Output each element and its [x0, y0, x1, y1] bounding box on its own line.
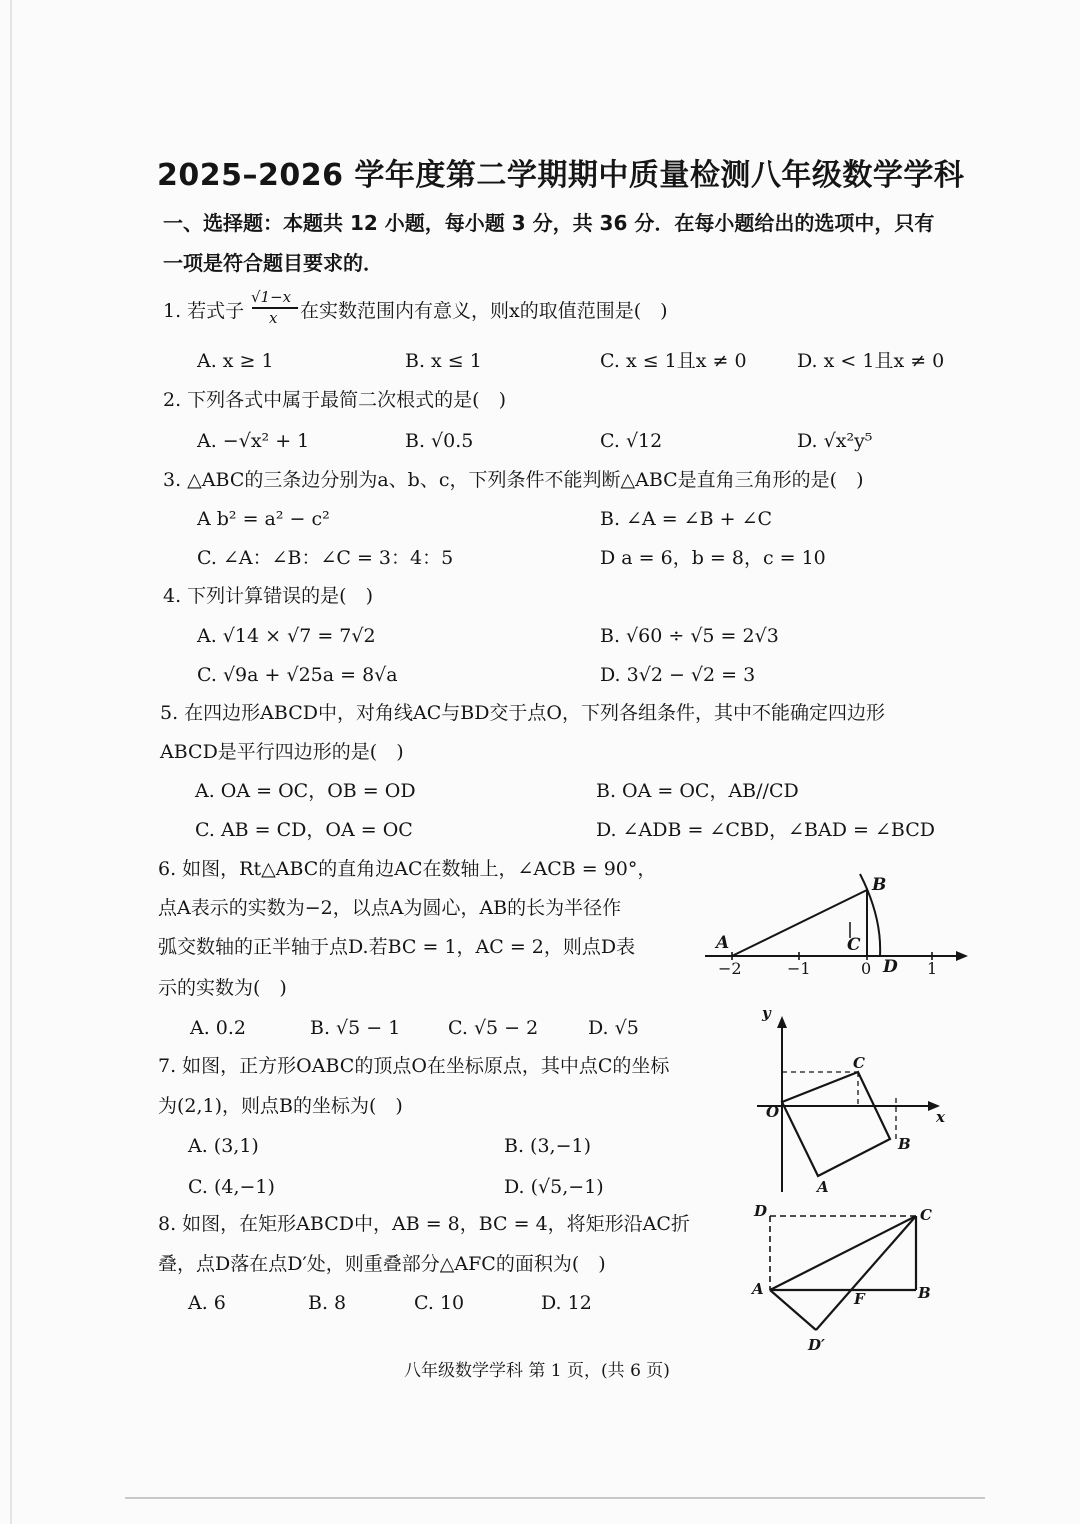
q8-figure [748, 1198, 948, 1356]
q7-label-o: O [766, 1103, 780, 1121]
q3-option-c: C. ∠A：∠B：∠C = 3：4：5 [197, 547, 454, 569]
q5-stem-line1: 5. 在四边形ABCD中，对角线AC与BD交于点O，下列各组条件，其中不能确定四边形 [160, 702, 886, 724]
q8-diagonal-ac [770, 1216, 916, 1290]
q4-option-c: C. √9a + √25a = 8√a [197, 664, 398, 686]
q3-option-a: A b² = a² − c² [197, 508, 330, 530]
q7-option-b: B. (3,−1) [504, 1135, 592, 1157]
q4-option-a: A. √14 × √7 = 7√2 [197, 625, 376, 647]
q8-stem-line1: 8. 如图，在矩形ABCD中，AB = 8，BC = 4，将矩形沿AC折 [158, 1213, 690, 1235]
q7-label-a: A [817, 1178, 829, 1196]
q6-label-d: D [883, 957, 898, 977]
q2-stem: 2. 下列各式中属于最简二次根式的是( ) [163, 389, 506, 411]
q4-option-b: B. √60 ÷ √5 = 2√3 [600, 625, 779, 647]
q4-option-d: D. 3√2 − √2 = 3 [600, 664, 756, 686]
q6-figure [700, 862, 975, 987]
q6-tick-label-neg1: −1 [787, 959, 811, 978]
section-heading-line1: 一、选择题：本题共 12 小题，每小题 3 分，共 36 分．在每小题给出的选项中，只有 [163, 211, 935, 235]
q5-stem-line2: ABCD是平行四边形的是( ) [160, 741, 404, 763]
q8-option-c: C. 10 [414, 1292, 465, 1314]
q2-option-d: D. √x²y⁵ [797, 430, 873, 452]
q6-tick-label-neg2: −2 [718, 959, 742, 978]
exam-title: 2025–2026 学年度第二学期期中质量检测八年级数学学科 [157, 158, 965, 193]
q6-label-a: A [716, 933, 730, 953]
q1-option-d: D. x < 1且x ≠ 0 [797, 350, 945, 372]
q3-option-b: B. ∠A = ∠B + ∠C [600, 508, 773, 530]
q7-figure [752, 1002, 952, 1194]
q6-tick-label-0: 0 [861, 959, 872, 978]
q8-label-f: F [854, 1290, 865, 1308]
q1-stem-post: 在实数范围内有意义，则x的取值范围是( ) [300, 300, 668, 322]
q6-tick-label-1: 1 [927, 959, 938, 978]
q6-option-a: A. 0.2 [190, 1017, 247, 1039]
q8-label-d-prime: D′ [808, 1336, 825, 1354]
q1-option-c: C. x ≤ 1且x ≠ 0 [600, 350, 747, 372]
q6-stem-line1: 6. 如图，Rt△ABC的直角边AC在数轴上，∠ACB = 90°， [158, 858, 657, 880]
q7-option-d: D. (√5,−1) [504, 1176, 604, 1198]
q1-fraction-denominator: x [269, 309, 278, 327]
q8-option-d: D. 12 [541, 1292, 592, 1314]
q6-option-d: D. √5 [588, 1017, 639, 1039]
q3-option-d: D a = 6，b = 8，c = 10 [600, 547, 826, 569]
page-edge [10, 0, 12, 1524]
q7-stem-line1: 7. 如图，正方形OABC的顶点O在坐标原点，其中点C的坐标 [158, 1055, 670, 1077]
q8-label-b: B [918, 1284, 931, 1302]
q2-option-a: A. −√x² + 1 [197, 430, 310, 452]
page-bottom-line [125, 1497, 985, 1499]
q5-option-d: D. ∠ADB = ∠CBD，∠BAD = ∠BCD [596, 819, 935, 841]
q6-option-c: C. √5 − 2 [448, 1017, 539, 1039]
q5-option-b: B. OA = OC，AB//CD [596, 780, 799, 802]
q6-option-b: B. √5 − 1 [310, 1017, 401, 1039]
q7-square-oabc [782, 1072, 890, 1176]
q3-stem: 3. △ABC的三条边分别为a、b、c，下列条件不能判断△ABC是直角三角形的是( ) [163, 469, 864, 491]
q8-edge-ad-prime [770, 1290, 816, 1330]
q8-label-a: A [752, 1280, 764, 1298]
q6-stem-line3: 弧交数轴的正半轴于点D.若BC = 1，AC = 2，则点D表 [158, 936, 636, 958]
q2-option-b: B. √0.5 [405, 430, 474, 452]
q7-label-c: C [853, 1054, 865, 1072]
q8-label-c: C [920, 1206, 932, 1224]
q6-arrowhead [956, 951, 968, 961]
q8-option-b: B. 8 [308, 1292, 347, 1314]
q7-option-c: C. (4,−1) [188, 1176, 275, 1198]
page-footer: 八年级数学学科 第 1 页，(共 6 页) [404, 1361, 670, 1381]
q7-label-b: B [898, 1135, 911, 1153]
q7-option-a: A. (3,1) [188, 1135, 259, 1157]
q2-option-c: C. √12 [600, 430, 663, 452]
q6-stem-line2: 点A表示的实数为−2，以点A为圆心，AB的长为半径作 [158, 897, 622, 919]
q7-label-x: x [936, 1108, 945, 1126]
q6-label-b: B [872, 875, 887, 895]
section-heading-line2: 一项是符合题目要求的． [163, 251, 383, 275]
q8-label-d: D [754, 1202, 768, 1220]
q5-option-a: A. OA = OC，OB = OD [195, 780, 416, 802]
q5-option-c: C. AB = CD，OA = OC [195, 819, 413, 841]
q8-option-a: A. 6 [188, 1292, 226, 1314]
q6-label-c: C [847, 935, 861, 955]
q7-stem-line2: 为(2,1)，则点B的坐标为( ) [158, 1095, 403, 1117]
q6-stem-line4: 示的实数为( ) [158, 977, 287, 999]
q7-label-y: y [762, 1004, 771, 1022]
q8-stem-line2: 叠，点D落在点D′处，则重叠部分△AFC的面积为( ) [158, 1253, 606, 1275]
q1-option-a: A. x ≥ 1 [197, 350, 274, 372]
q8-edge-cd-prime [816, 1216, 916, 1330]
q1-stem-pre: 1. 若式子 [163, 300, 245, 322]
q7-y-arrowhead [777, 1016, 787, 1028]
q1-option-b: B. x ≤ 1 [405, 350, 482, 372]
q1-fraction-numerator: √1−x [251, 288, 292, 306]
q4-stem: 4. 下列计算错误的是( ) [163, 585, 373, 607]
